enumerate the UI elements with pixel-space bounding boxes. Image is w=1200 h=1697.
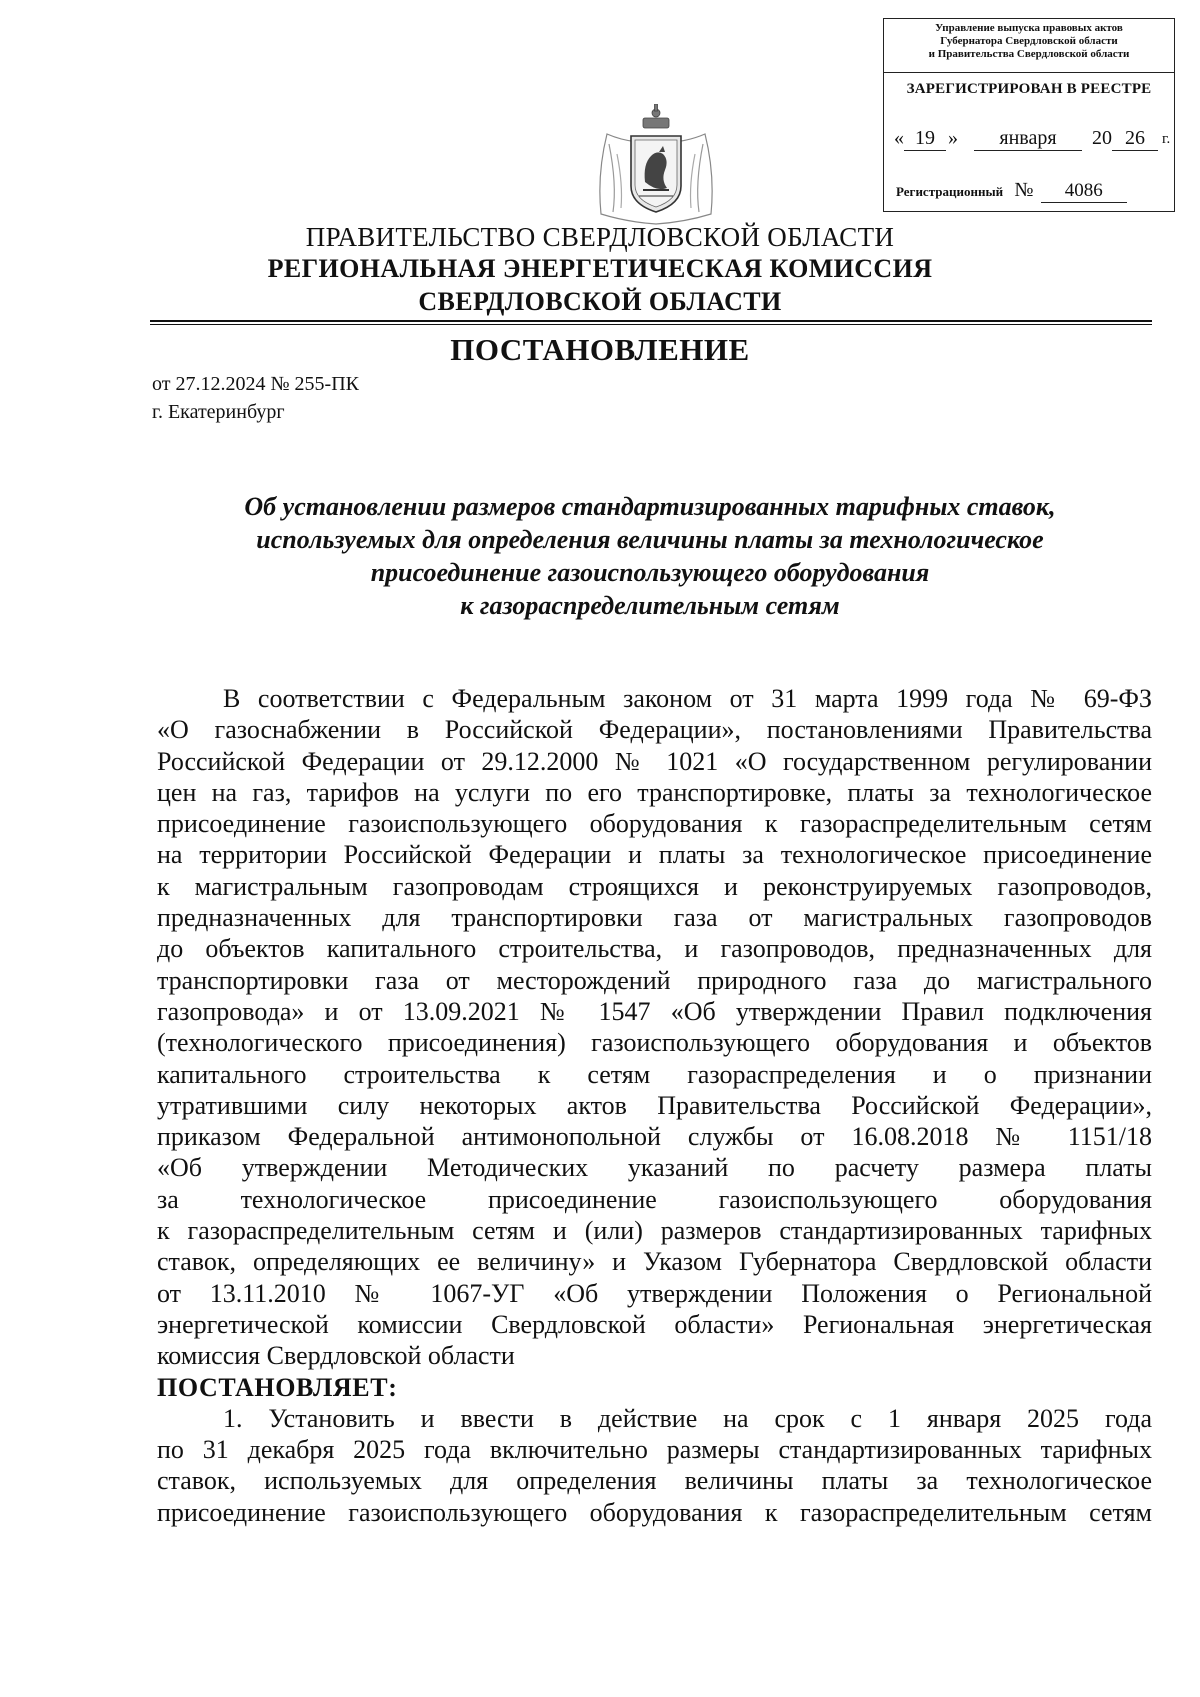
item1-line: ставок, используемых для определения величины платы за технологическое: [157, 1466, 1152, 1496]
document-city: г. Екатеринбург: [152, 401, 285, 423]
preamble-line: ставок, определяющих ее величину» и Указом Губернатора Свердловской области: [157, 1247, 1152, 1277]
preamble-line: «Об утверждении Методических указаний по расчету размера платы: [157, 1153, 1152, 1183]
stamp-year-prefix: 20: [1092, 127, 1112, 149]
document-body: [157, 683, 1152, 1528]
preamble-line: к магистральным газопроводам строящихся и реконструируемых газопроводов,: [157, 871, 1152, 901]
stamp-day: 19: [904, 127, 946, 151]
header-divider: [150, 320, 1152, 322]
preamble-line: предназначенных для транспортировки газа от магистральных газопроводов: [157, 903, 1152, 933]
stamp-year-mark: г.: [1162, 131, 1171, 147]
stamp-year-suffix: 26: [1112, 127, 1158, 151]
stamp-reg-number-row: [896, 179, 1127, 203]
resolves-heading: ПОСТАНОВЛЯЕТ:: [157, 1372, 398, 1402]
preamble-line: транспортировки газа от месторождений природного газа до магистрального: [157, 965, 1152, 995]
coat-of-arms-emblem: [587, 104, 725, 228]
item1-line: по 31 декабря 2025 года включительно размеры стандартизированных тарифных: [157, 1435, 1152, 1465]
preamble-line: цен на газ, тарифов на услуги по его транспортировке, платы за технологическое: [157, 777, 1152, 807]
stamp-reg-label: Регистрационный: [896, 184, 1004, 199]
registration-stamp: [883, 18, 1175, 212]
preamble-line: за технологическое присоединение газоиспользующего оборудования: [157, 1184, 1152, 1214]
header-divider-thin: [150, 324, 1152, 325]
stamp-close-quote: »: [948, 127, 958, 149]
stamp-month: января: [974, 127, 1082, 151]
document-type: ПОСТАНОВЛЕНИЕ: [450, 332, 750, 367]
item1-line: 1. Установить и ввести в действие на срок с 1 января 2025 года: [223, 1403, 1152, 1433]
title-line: к газораспределительным сетям: [460, 591, 840, 620]
preamble-line: (технологического присоединения) газоиспользующего оборудования и объектов: [157, 1028, 1152, 1058]
preamble-line: комиссия Свердловской области: [157, 1341, 515, 1371]
item1-line: присоединение газоиспользующего оборудования к газораспределительным сетям: [157, 1497, 1152, 1527]
preamble-line: капитального строительства к сетям газораспределения и о признании: [157, 1059, 1152, 1089]
stamp-header: [884, 19, 1174, 73]
stamp-registered-label: ЗАРЕГИСТРИРОВАН В РЕЕСТРЕ: [906, 81, 1152, 97]
commission-title-line1: РЕГИОНАЛЬНАЯ ЭНЕРГЕТИЧЕСКАЯ КОМИССИЯ: [267, 254, 933, 283]
preamble-line: утратившими силу некоторых актов Правительства Российской Федерации»,: [157, 1090, 1152, 1120]
stamp-header-line: Губернатора Свердловской области: [940, 35, 1118, 47]
stamp-reg-number: 4086: [1041, 180, 1127, 203]
title-line: присоединение газоиспользующего оборудования: [370, 558, 930, 587]
preamble-line: от 13.11.2010 № 1067-УГ «Об утверждении Положения о Региональной: [157, 1278, 1152, 1308]
title-line: используемых для определения величины платы за технологическое: [256, 525, 1044, 554]
stamp-header-line: и Правительства Свердловской области: [928, 48, 1130, 60]
preamble-line: до объектов капитального строительства, и газопроводов, предназначенных для: [157, 934, 1152, 964]
document-title: [150, 490, 1150, 622]
preamble-line: на территории Российской Федерации и платы за технологическое присоединение: [157, 840, 1152, 870]
government-title: ПРАВИТЕЛЬСТВО СВЕРДЛОВСКОЙ ОБЛАСТИ: [305, 222, 895, 252]
preamble-line: энергетической комиссии Свердловской области» Региональная энергетическая: [157, 1309, 1152, 1339]
document-date-number: от 27.12.2024 № 255-ПК: [152, 373, 360, 395]
stamp-header-line: Управление выпуска правовых актов: [935, 22, 1123, 34]
preamble-line: В соответствии с Федеральным законом от 31 марта 1999 года № 69-ФЗ: [223, 684, 1152, 713]
title-line: Об установлении размеров стандартизированных тарифных ставок,: [244, 492, 1056, 521]
preamble-line: Российской Федерации от 29.12.2000 № 1021 «О государственном регулировании: [157, 746, 1152, 776]
preamble-line: «О газоснабжении в Российской Федерации», постановлениями Правительства: [157, 715, 1152, 745]
preamble-line: присоединение газоиспользующего оборудования к газораспределительным сетям: [157, 809, 1152, 839]
preamble-line: к газораспределительным сетям и (или) размеров стандартизированных тарифных: [157, 1216, 1152, 1246]
preamble-line: газопровода» и от 13.09.2021 № 1547 «Об утверждении Правил подключения: [157, 996, 1152, 1026]
stamp-open-quote: «: [894, 127, 904, 149]
commission-title-line2: СВЕРДЛОВСКОЙ ОБЛАСТИ: [418, 287, 782, 316]
stamp-no-sign: №: [1014, 179, 1034, 201]
preamble-line: приказом Федеральной антимонопольной службы от 16.08.2018 № 1151/18: [157, 1122, 1152, 1152]
